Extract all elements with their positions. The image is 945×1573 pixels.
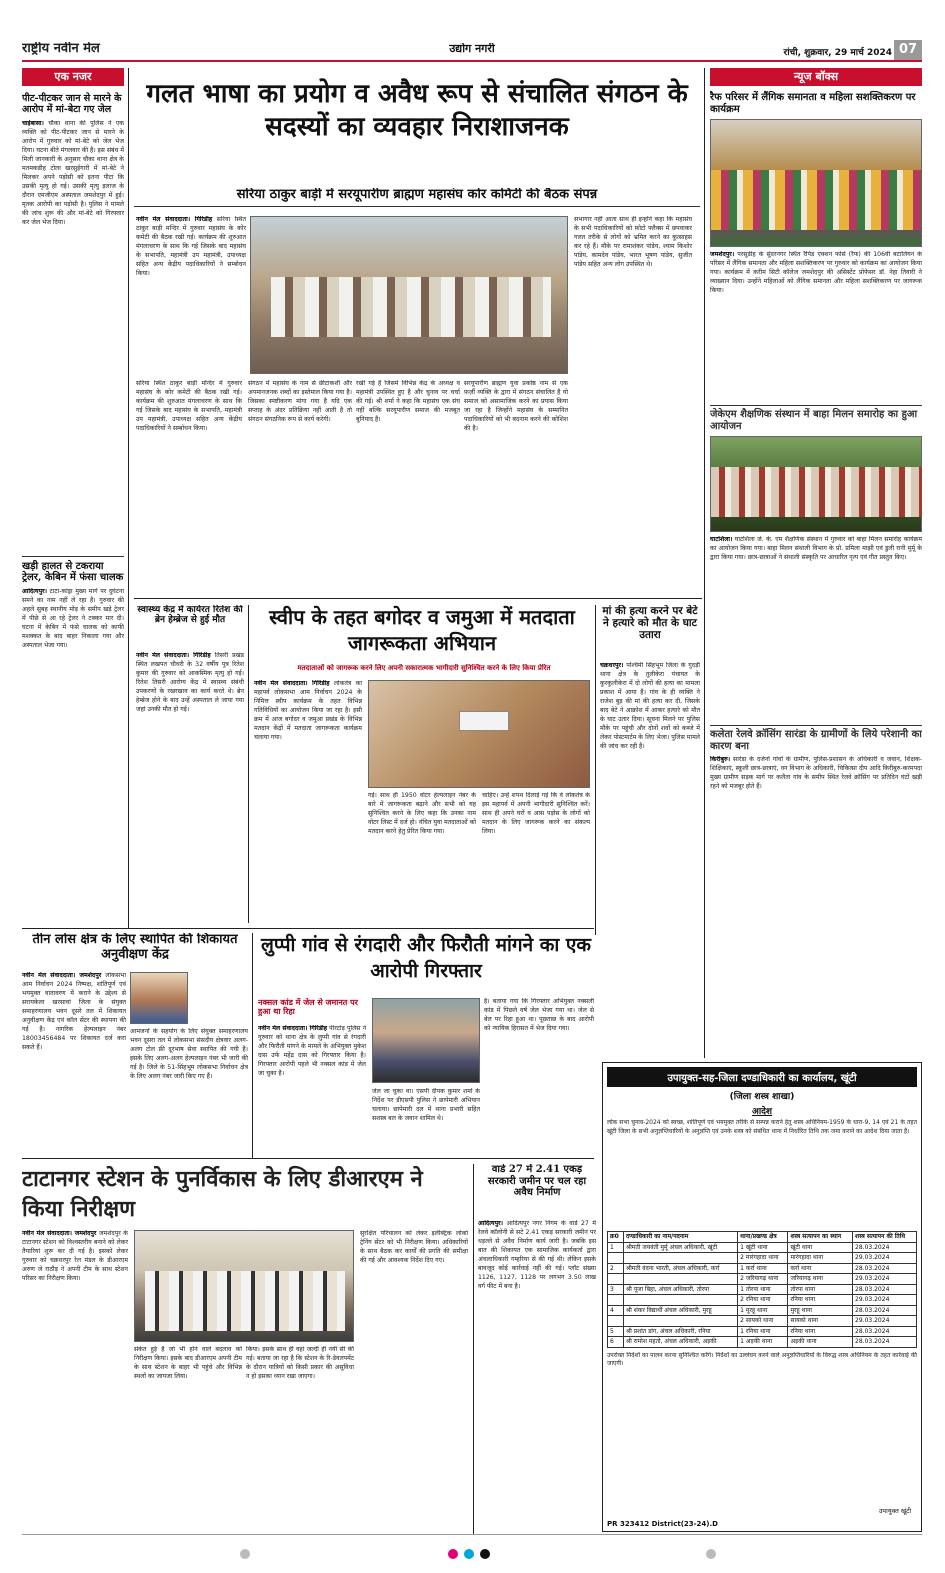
notice-table-cell: 1 रनिया थाना <box>738 1326 788 1337</box>
sweep-col-1: नवीन मेल संवाददाता। गिरिडीह लोकतंत्र का महापर्व लोकसभा आम निर्वाचन 2024 के निमित्त स्वीप कार्यक्रम के तहत विभिन्न गतिविधियों का आयोजन किया जा रहा है। इसी क्रम में आज बगोदर व जमुआ प्रखंड के विभिन्न मतदान केंद्रों में मतदाता जागरूकता कार्यक्रम चलाया गया। <box>254 680 362 741</box>
tata-col-4: सुरक्षित परिचालन को लेकर इलेक्ट्रिक लोको ट्रेनिंग सेंटर को भी निरीक्षण किया। अधिकारियों के साथ बैठक कर कार्यों की प्रगति की समीक्षा की गई और आवश्यक निर्देश दिए गए। <box>360 1230 468 1264</box>
notice-pr-number: PR 323412 District(23-24).D <box>607 1520 718 1528</box>
notice-table-cell: 3 <box>608 1284 624 1295</box>
inspection-photo <box>134 1230 354 1342</box>
notice-footer: उपरोक्त निर्देशों का पालन करना सुनिश्चित करेंगे। निर्देशों का उल्लंघन करने वाले अनुज्ञप्तिधारियों के विरुद्ध शस्त्र अधिनियम के तहत कार्रवाई की जाएगी। <box>607 1351 917 1368</box>
notice-table-cell: 28.03.2024 <box>853 1305 917 1316</box>
notice-table-row <box>608 1263 917 1274</box>
masthead <box>22 40 922 62</box>
notice-body: लोक सभा चुनाव-2024 को स्वच्छ, शांतिपूर्ण एवं भयमुक्त तरीके से सम्पन्न कराने हेतु शस्त्र अधिनियम-1959 के धारा-9, 14 एवं 21 के तहत खूंटी जिला के सभी अनुज्ञप्तिधारियों के अनुज्ञप्ति एवं उनके शस्त्र को संबंधित थाना में निर्धारित तिथि तक जमा कराने का आदेश दिया जाता है। <box>607 1119 917 1135</box>
notice-signature: उपायुक्त खूंटी <box>878 1507 912 1515</box>
story-body: जमशेदपुर। परसुडीह के सुंदरनगर स्थित रैपिड एक्शन फोर्स (रैफ) की 106वीं बटालियन के परिसर में लैंगिक समानता और महिला सशक्तिकरण पर गुरुवार को कार्यक्रम का आयोजन किया गया। कार्यक्रम में करीम सिटी कॉलेज जमशेदपुर की असिस्टेंट प्रोफेसर डॉ. नेहा तिवारी ने व्याख्यान दिया। उन्होंने महिलाओं को लैंगिक समानता और महिला सशक्तिकरण पर जागरूक किया। <box>710 251 922 294</box>
notice-table-row <box>608 1305 917 1316</box>
notice-table-cell: 6 <box>608 1337 624 1348</box>
notice-table-cell <box>624 1295 738 1306</box>
notice-table-cell: मारंगहादा थाना <box>788 1253 853 1264</box>
notice-table-cell: कर्रा थाना <box>788 1263 853 1274</box>
page-date: रांची, शुक्रवार, 29 मार्च 2024 <box>783 48 892 58</box>
notice-table-cell: तोरपा थाना <box>788 1284 853 1295</box>
story-body: नवीन मेल संवाददाता। गिरिडीह तिसरी प्रखंड स्थित लखपत चौधरी के 32 वर्षीय पुत्र रितेश कुमार की गुरुवार को आकस्मिक मृत्यु हो गई। रितेश तिसरी आरोग्य केंद्र में स्वास्थ्य संबंधी उपकरणों के रखरखाव का कार्य करते थे। ब्रेन हेम्ब्रेज होने के बाद उन्हें अस्पताल ले जाया गया जहां उनकी मौत हो गई। <box>136 652 244 713</box>
notice-table-cell: 2 जरियागढ़ थाना <box>738 1274 788 1285</box>
notice-table-cell: 1 अड़की थाना <box>738 1337 788 1348</box>
notice-table-header: क्र0 <box>608 1232 624 1243</box>
notice-order: आदेश <box>751 1107 773 1117</box>
notice-table-cell <box>608 1274 624 1285</box>
meeting-photo <box>250 216 568 374</box>
notice-table-row <box>608 1274 917 1285</box>
story-title: वार्ड 27 में 2.41 एकड़ सरकारी जमीन पर चल रहा अवैध निर्माण <box>487 1164 587 1198</box>
story-title: कलेता रेलवे क्रॉसिंग सारंडा के ग्रामीणों के लिये परेशानी का कारण बना <box>710 725 922 752</box>
tata-col-1: नवीन मेल संवाददाता। जमशेदपुर जमशेदपुर के टाटानगर स्टेशन को विश्वस्तरीय बनाने को लेकर तैयारियां शुरू कर दी गई है। इसको लेकर गुरुवार को चक्रधरपुर रेल मंडल के डीआरएम अरुण जे राठौड़ ने अपनी टीम के साथ स्टेशन परिसर का निरीक्षण किया। <box>22 1230 128 1282</box>
story-body: आदित्यपुर। टाटा-कांड्रा मुख्य मार्ग पर दुर्घटना समने का नाम नहीं ले रहा है। गुरुवार की अहले सुबह स्थानीय मोड़ के समीप खड़े ट्रेलर में पीछे से आ रहे ट्रेलर ने टक्कर मार दी। घटना में केबिन में फंसे चालक को काफी मशक्कत के बाद बाहर निकाला गया और अस्पताल भेजा गया। <box>22 587 124 649</box>
notice-table-cell <box>608 1253 624 1264</box>
sweep-headline: स्वीप के तहत बगोदर व जमुआ में मतदाता जागरूकता अभियान <box>269 605 575 655</box>
registration-mark <box>480 1549 490 1559</box>
ek-nazar-column <box>22 68 124 948</box>
notice-table-cell: श्री पूजा बिहा, अंचल अधिकारी, तोरपा <box>624 1284 738 1295</box>
print-bar <box>22 1534 922 1540</box>
notice-table-cell: 29.03.2024 <box>853 1316 917 1327</box>
notice-table-cell: 2 रनिया थाना <box>738 1295 788 1306</box>
lead-col-1: नवीन मेल संवाददाता। गिरिडीह सरिया स्थित ठाकुर बाड़ी मन्दिर में गुरुवार महासंघ के कोर कमेटी की बैठक रखी गई। कार्यक्रम की शुरुआत मंगलाचरण के साथ कि गई जिसके बाद महासंघ के सभापति, महामंत्री उप महामंत्री, उपाध्यक्ष सहित अन्य केंद्रीय पदाधिकारियों ने सम्बोधन किया। <box>136 216 246 277</box>
notice-table-cell: 28.03.2024 <box>853 1242 917 1253</box>
notice-table-cell: 28.03.2024 <box>853 1284 917 1295</box>
story-body: घाटशिला। घाटशिला जे. के. एम शैक्षणिक संस्थान में गुरुवार को बाहा मिलन समारोह कार्यक्रम का आयोजन किया गया। बाहा मिलन संथाली विभाग के प्रो. प्रमिला माझी एवं डुली रानी मुर्मू के द्वारा किया गया। छात्र-छात्राओं ने संथाली संस्कृति पर आधारित नृत्य एवं गीत प्रस्तुत किए। <box>710 536 922 561</box>
notice-table-cell: श्रीमती जयवंती मुर्मू अंचल अधिकारी, खूंटी <box>624 1242 738 1253</box>
notice-table-cell <box>624 1316 738 1327</box>
notice-table-row <box>608 1242 917 1253</box>
story-title: जेकेएम शैक्षणिक संस्थान में बाहा मिलन समारोह का हुआ आयोजन <box>710 405 922 432</box>
arrest-photo <box>372 998 480 1083</box>
notice-table-cell <box>624 1274 738 1285</box>
story-title: पीट-पीटकर जान से मारने के आरोप में मां-बेटा गए जेल <box>22 93 122 115</box>
sweep-kicker: मतदाताओं को जागरूक करने लिए अपनी सकारात्मक भागीदारी सुनिश्चित करने के लिए किया प्रेरित <box>297 664 551 672</box>
notice-table-cell: श्रीमती वंदना भारती, अंचल अधिकारी, कर्रा <box>624 1263 738 1274</box>
sweep-col-2: गई। साथ ही 1950 वोटर हेल्पलाइन नंबर के बारे में जागरूकता बढ़ाने और सभी को यह सुनिश्चित करने के लिए कहा कि उनका नाम वोटर लिस्ट में दर्ज हो। वंचित युवा मतदाताओं को मतदान करने हेतु प्रेरित किया गया। <box>368 792 476 835</box>
notice-table-cell: 29.03.2024 <box>853 1274 917 1285</box>
ek-nazar-label: एक नजर <box>22 68 124 86</box>
lead-col-2: संगठन में महासंघ के नाम से छीटाकशी और अपमानजनक शब्दों का इस्तेमाल किया गया है। जिसका स्पष्टीकरण मांगा गया है यदि एक सप्ताह के अंदर प्रतिक्रिया नहीं आती है तो संगठन संगठनिक रूप से कार्य करेगी। <box>248 380 352 423</box>
notice-subtitle: (जिला शस्त्र शाखा) <box>729 1092 795 1102</box>
notice-table-cell: श्री प्रशांत डांग, अंचल अधिकारी, रनिया <box>624 1326 738 1337</box>
notice-table <box>607 1231 917 1348</box>
story-title: मां की हत्या करने पर बेटे ने हत्यारे को मौत के घाट उतारा <box>602 605 698 642</box>
story-body-2: आमजनों के सहयोग के लिए संयुक्त समाहरणालय भवन दूसरा तल में लोकसभा संसदीय क्षेत्रवार अलग-अलग टोल फ्री दूरभाष सेवा स्थापित की गयी है। इसके लिए अलग-अलग हेल्पलाइन नंबर भी जारी की गई है। जिले के 51-सिंहभूम लोकसभा निर्वाचन क्षेत्र के लिए अलग नंबर जारी किए गए हैं। <box>130 1028 248 1080</box>
lead-col-5: सभागार नहीं आता साथ ही इन्होंने कहा कि महासंघ के सभी पदाधिकारियों को फ़ोटो फ्लैक्स में छपवाकर गलत तरीके से लोगों को भ्रमित करने का कुत्साहस कर रहे हैं। मौके पर रामाशंकर पांडेय, श्याम किशोर पांडेय, कामदेव पांडेय, भारत भूषण पांडेय, सुजीत पांडेय सहित अन्य लोग उपस्थित थे। <box>574 216 692 268</box>
notice-table-cell: रनिया थाना <box>788 1326 853 1337</box>
notice-table-cell: 2 <box>608 1263 624 1274</box>
notice-table-cell: जरियागढ़ थाना <box>788 1274 853 1285</box>
tata-col-3: किया। इसके साथ ही वहां जल्दी ही नयी सी की गई। बताया जा रहा है कि स्टेशन के रि-डेवलपमेंट के दौरान यात्रियों को किसी प्रकार की असुविधा न हो इसका ध्यान रखा जाएगा। <box>246 1346 354 1380</box>
lead-col-1b: सरिया स्थित ठाकुर बाड़ी मन्दिर में गुरुवार महासंघ के कोर कमेटी की बैठक रखी गई। कार्यक्रम की शुरुआत मंगलाचरण के साथ कि गई जिसके बाद महासंघ के सभापति, महामंत्री उप महामंत्री, उपाध्यक्ष सहित अन्य केंद्रीय पदाधिकारियों ने सम्बोधन किया। <box>136 380 242 432</box>
notice-table-cell: 29.03.2024 <box>853 1295 917 1306</box>
lead-col-4: सरयूपारीण ब्राह्मण युवा प्रकोष्ठ नाम से एक फ़र्ज़ी व्यक्ति के द्वारा में संगठन संचालित है यो समाज को असामाजिक करने का प्रयास किया जा रहा है जिन्होंने महासंघ के सम्मानित पदाधिकारियों को भी बदनाम करने की कोशिश की है। <box>464 380 568 432</box>
notice-table-header: दण्डाधिकारी का नाम/पदनाम <box>624 1232 738 1243</box>
notice-table-row <box>608 1326 917 1337</box>
luppi-kicker: नक्सल कांड में जेल से जमानत पर हुआ था रिहा <box>258 998 358 1017</box>
sweep-col-3: चाहिए। उन्हें शपथ दिलाई गई कि वे लोकतंत्र के इस महापर्व में अपनी भागीदारी सुनिश्चित करें। साथ ही अपने घरों व आस पड़ोस के लोगों को मतदान के लिए जागरूक करने का संकल्प लिया। <box>482 792 590 835</box>
notice-table-cell: 2 मारंगहादा थाना <box>738 1253 788 1264</box>
story-title: तीन लोस क्षेत्र के लिए स्थापित की शिकायत अनुवीक्षण केंद्र <box>32 933 238 962</box>
notice-table-cell <box>608 1295 624 1306</box>
news-box-label: न्यूज बॉक्स <box>710 68 922 86</box>
notice-table-cell <box>608 1316 624 1327</box>
registration-mark <box>464 1549 474 1559</box>
notice-table-cell: 1 <box>608 1242 624 1253</box>
lead-col-3: रखी गई है जिसमे विभिन्न केंद्र के अध्यक्ष व महामंत्री उपस्थित हुए है और चुनाव पर चर्चा की गई। श्री शर्मा ने कहा कि महासंघ एक संघ नहीं बल्कि सरयूपारीण समाज की मजबूत बुनियाद है। <box>356 380 460 423</box>
luppi-col-2: जेल जा चुका था। एसपी दीपक कुमार शर्मा के निर्देश पर डीएसपी पुलिस ने छापेमारी अभियान चलाया। छापेमारी दल में थाना प्रभारी सहित सशस्त्र बल के जवान शामिल थे। <box>372 1088 480 1122</box>
story-body: आदित्यपुर। आदित्यपुर नगर निगम के वार्ड 27 में रेलवे कॉलोनी से सटे 2.41 एकड़ सरकारी जमीन पर धड़ल्ले से अवैध निर्माण कार्य जारी है। जबकि इस बात की शिकायत एक सामाजिक कार्यकर्ता द्वारा अंचलाधिकारी गम्हरिया से की गई थी। लेकिन इसके बावजूद कोई कार्रवाई नहीं की गई। प्लॉट संख्या 1126, 1127, 1128 पर लगभग 3.50 लाख वर्ग फीट में बना है। <box>478 1220 596 1290</box>
luppi-col-1: नवीन मेल संवाददाता। गिरिडीह पीरटांड़ पुलिस ने गुरुवार को थाना क्षेत्र के लुप्पी गांव से रंगदारी और फिरौती मांगने के मामले के अभियुक्त मुकेश दास उर्फ महेंद्र दास को गिरफ्तार किया है। गिरफ्तार आरोपी पहले भी नक्सल कांड में जेल जा चुका है। <box>258 1025 366 1077</box>
notice-table-row <box>608 1295 917 1306</box>
notice-table-cell: 28.03.2024 <box>853 1326 917 1337</box>
notice-table-cell: 1 मुरहू थाना <box>738 1305 788 1316</box>
registration-mark <box>448 1549 458 1559</box>
page-number: 07 <box>894 40 922 60</box>
notice-table-header: शस्त्र सत्यापन की तिथि <box>853 1232 917 1243</box>
notice-table-cell: 1 कर्रा थाना <box>738 1263 788 1274</box>
notice-table-cell: 2 सायको थाना <box>738 1316 788 1327</box>
paper-name: राष्ट्रीय नवीन मेल <box>22 42 100 56</box>
notice-table-row <box>608 1316 917 1327</box>
registration-mark <box>706 1549 716 1559</box>
notice-table-cell: 28.03.2024 <box>853 1263 917 1274</box>
story-title: रैफ परिसर में लैंगिक समानता व महिला सशक्तिकरण पर कार्यक्रम <box>710 92 916 115</box>
notice-table-cell: 5 <box>608 1326 624 1337</box>
notice-table-cell: श्री शंकर विद्यार्थी अंचल अधिकारी, मुरहू <box>624 1305 738 1316</box>
notice-table-row <box>608 1337 917 1348</box>
notice-table-header: शस्त्र सत्यापन का स्थान <box>788 1232 853 1243</box>
news-box <box>710 68 922 1058</box>
notice-table-cell: सायको थाना <box>788 1316 853 1327</box>
lead-subhead: सरिया ठाकुर बाड़ी में सरयूपारीण ब्राह्मण महासंघ कोर कमिटी की बैठक संपन्न <box>134 188 700 207</box>
registration-mark <box>240 1549 250 1559</box>
notice-table-cell: श्री रामोश महतो, अंचल अधिकारी, अड़की <box>624 1337 738 1348</box>
luppi-headline: लुप्पी गांव से रंगदारी और फिरौती मांगने का एक आरोपी गिरफ्तार <box>261 934 591 982</box>
notice-table-row <box>608 1284 917 1295</box>
story-body: चाईबासा। चौका थाना की पुलिस ने एक व्यक्ति को पीट-पीटकर जान से मारने के आरोप में गुरुवार को मां-बेटे को जेल भेज दिया। घटना बीते मंगलवार की है। इस संबंध में मिली जानकारी के अनुसार चौका थाना क्षेत्र के मतमकडीह टोला खरसुईगारी में मां-बेटे ने मिलकर अपने पड़ोसी को इतना पीटा कि उसकी मृत्यु हो गई। उसकी मृत्यु इलाज के दौरान एमजीएम अस्पताल जमशेदपुर में हुई। मृतक आरोपी का पड़ोसी है। पुलिस ने मामले की जांच शुरू की और मां-बेटे को गिरफ्तार कर जेल भेज दिया। <box>22 119 124 226</box>
notice-title: उपायुक्त-सह-जिला दण्डाधिकारी का कार्यालय, खूंटी <box>607 1067 917 1087</box>
notice-table-cell: 1 तोरपा थाना <box>738 1284 788 1295</box>
baha-milan-photo <box>710 436 922 532</box>
notice-table-cell: 29.03.2024 <box>853 1253 917 1264</box>
raf-event-photo <box>710 119 922 247</box>
story-body: चक्रधरपुर। पश्चिमी सिंहभूम जिला के गुदड़ी थाना क्षेत्र के तुलीकेरा पंचायत के कुरकुलीकेरा में दो लोगों की हत्या का मामला प्रकाश में आया है। गांव के ही व्यक्ति ने राजेश बुड़ की मां की हत्या कर दी, जिसके बाद बेटे ने आक्रोश में आकर हत्यारे को मौत के घाट उतार दिया। सूचना मिलने पर पुलिस मौके पर पहुंची और दोनों शवों को कब्जे में लेकर पोस्टमार्टम के लिए भेजा। पुलिस मामले की जांच कर रही है। <box>600 662 700 750</box>
notice-table-cell: रनिया थाना <box>788 1295 853 1306</box>
lead-headline: गलत भाषा का प्रयोग व अवैध रूप से संचालित संगठन के सदस्यों का व्यवहार निराशाजनक <box>146 79 688 143</box>
notice-table-row <box>608 1253 917 1264</box>
notice-table-cell <box>624 1253 738 1264</box>
notice-table-cell: 1 खूंटी थाना <box>738 1242 788 1253</box>
tata-headline: टाटानगर स्टेशन के पुनर्विकास के लिए डीआरएम ने किया निरीक्षण <box>22 1166 423 1223</box>
officer-photo <box>130 972 188 1024</box>
notice-table-cell: 28.03.2024 <box>853 1337 917 1348</box>
govt-notice <box>602 1062 922 1532</box>
story-body: किरीबुरु। सारंडा के दर्जनों गांवों के ग्रामीण, पुलिस-प्रशासन के अधिकारी व जवान, शिक्षक-शिक्षिकाएं, स्कूली छात्र-छात्राएं, वन विभाग के अधिकारी, चिकित्सा दीप आदि किरीबुरु-करमपदा मुख्य ग्रामीण सड़क मार्ग पर कलैता गांव के समीप स्थित रेलवे क्रॉसिंग पर प्रतिदिन घंटों खड़ी रहने को मजबूर होते हैं। <box>710 756 922 790</box>
notice-table-cell: खूंटी थाना <box>788 1242 853 1253</box>
section-name: उद्योग नगरी <box>449 43 495 55</box>
tata-col-2: संकेत हुई है जो भी होने वाले बदलाव को निरीक्षण किया। इसके बाद डीआरएम अपनी टीम के साथ स्टेशन के बाहर भी पहुंचे और विभिन्न स्थलों का जायजा लिया। <box>134 1346 242 1380</box>
voter-awareness-photo <box>368 680 590 788</box>
luppi-col-3: है। बताया गया कि गिरफ्तार अभियुक्त नक्सली कांड में पिछले वर्ष जेल भेजा गया था। जेल से बेल पर रिहा हुआ था। पूछताछ के बाद आरोपी को न्यायिक हिरासत में भेज दिया गया। <box>484 998 594 1032</box>
notice-table-header: थाना/प्रखण्ड क्षेत्र <box>738 1232 788 1243</box>
story-title: स्वास्थ्य केंद्र में कार्यरत रितेश की ब्रेन हेम्ब्रेज से हुई मौत <box>137 605 243 626</box>
story-title: खड़ी हालत से टकराया ट्रेलर, केबिन में फंसा चालक <box>22 556 124 584</box>
newspaper-page <box>22 40 922 1540</box>
story-body: नवीन मेल संवाददाता। जमशेदपुर लोकसभा आम निर्वाचन 2024 निष्पक्ष, शांतिपूर्ण एवं भयमुक्त वातावरण में कराने के उद्देश्य से सरायकेला खरसावां जिला के संयुक्त समाहरणालय भवन दूसरे तल में शिकायत अनुवीक्षण केंद्र एवं कॉल सेंटर की स्थापना की गई है। नागरिक हेल्पलाइन नंबर 18003456484 पर शिकायत दर्ज करा सकते हैं। <box>22 972 126 1051</box>
notice-table-cell: मुरहू थाना <box>788 1305 853 1316</box>
notice-table-cell: 4 <box>608 1305 624 1316</box>
notice-table-cell: अड़की थाना <box>788 1337 853 1348</box>
